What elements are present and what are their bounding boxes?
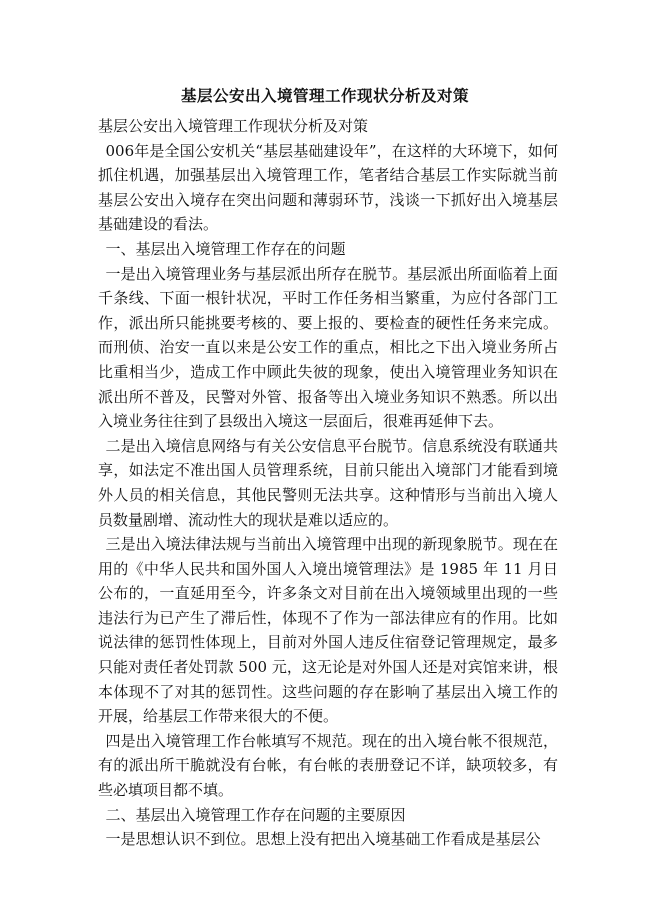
section-heading-causes: 二、基层出入境管理工作存在问题的主要原因 xyxy=(105,805,406,824)
document-body xyxy=(98,114,558,852)
document-subtitle: 基层公安出入境管理工作现状分析及对策 xyxy=(98,117,369,135)
paragraph-problem-3: 三是出入境法律法规与当前出入境管理中出现的新现象脱节。现在在用的《中华人民共和国外国人入境出境管理法》是 1985 年 11 月日公布的，一直延用至今，许多条文对目前在出入境领域里出现的一些违法行为已产生了滞后性，体现不了作为一部法律应有的作用。比如说法律的惩罚性体现上，目前对外国人违反住宿登记管理规定，最多只能对责任者处罚款 500 元，这无论是对外国人还是对宾馆来讲，根本体现不了对其的惩罚性。这些问题的存在影响了基层出入境工作的开展，给基层工作带来很大的不便。 xyxy=(98,535,558,726)
paragraph-cause-1: 一是思想认识不到位。思想上没有把出入境基础工作看成是基层公 xyxy=(105,830,541,849)
section-heading-problems: 一、基层出入境管理工作存在的问题 xyxy=(105,239,346,258)
paragraph-problem-1: 一是出入境管理业务与基层派出所存在脱节。基层派出所面临着上面千条线、下面一根针状况，平时工作任务相当繁重，为应付各部门工作，派出所只能挑要考核的、要上报的、要检查的硬性任务来完成。而刑侦、治安一直以来是公安工作的重点，相比之下出入境业务所占比重相当少，造成工作中顾此失彼的现象，使出入境管理业务知识在派出所不普及，民警对外管、报备等出入境业务知识不熟悉。所以出入境业务往往到了县级出入境这一层面后，很难再延伸下去。 xyxy=(98,264,558,431)
paragraph-intro: 006年是全国公安机关“基层基础建设年”，在这样的大环境下，如何抓住机遇，加强基层出入境管理工作，笔者结合基层工作实际就当前基层公安出入境存在突出问题和薄弱环节，浅谈一下抓好出入境基层基础建设的看法。 xyxy=(98,141,558,234)
paragraph-problem-2: 二是出入境信息网络与有关公安信息平台脱节。信息系统没有联通共享，如法定不准出国人员管理系统，目前只能出入境部门才能看到境外人员的相关信息，其他民警则无法共享。这种情形与当前出入境人员数量剧增、流动性大的现状是难以适应的。 xyxy=(98,436,558,529)
document-title: 基层公安出入境管理工作现状分析及对策 xyxy=(180,86,469,105)
paragraph-problem-4: 四是出入境管理工作台帐填写不规范。现在的出入境台帐不很规范，有的派出所干脆就没有台帐，有台帐的表册登记不详，缺项较多，有些必填项目都不填。 xyxy=(98,731,558,800)
